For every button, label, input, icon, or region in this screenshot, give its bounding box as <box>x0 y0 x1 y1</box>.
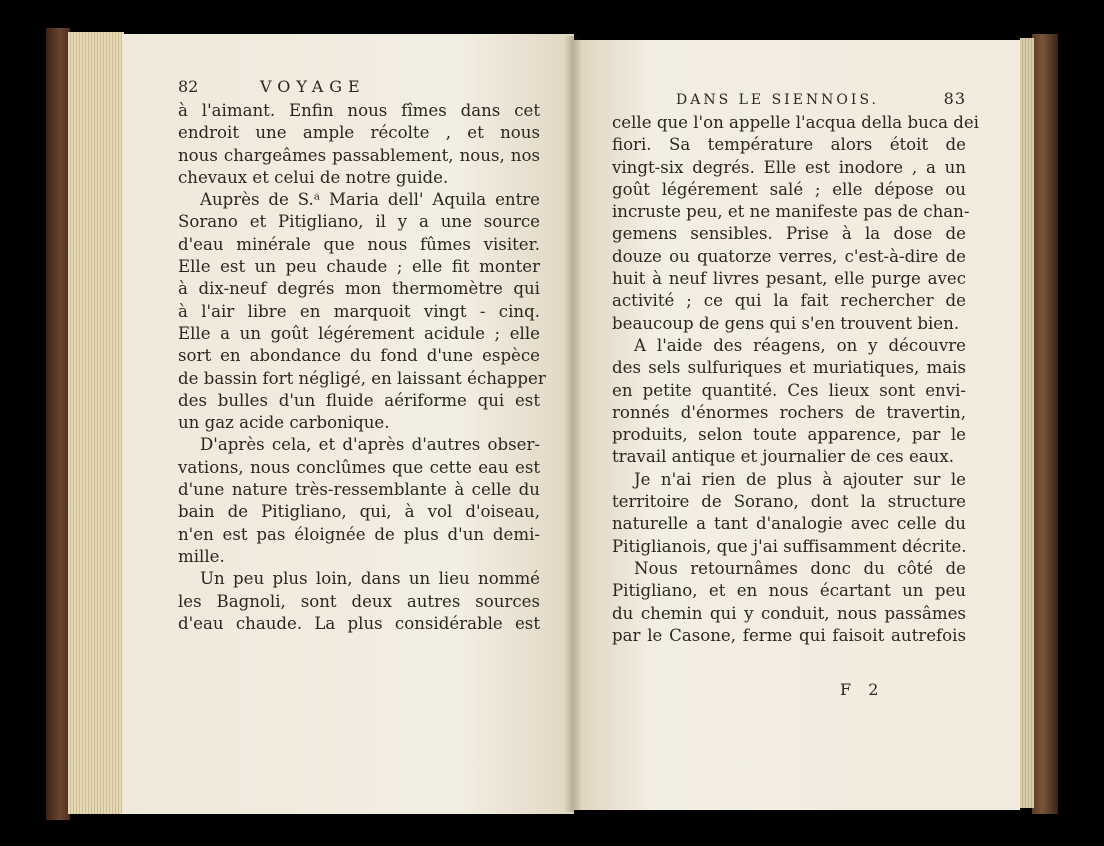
right-page-text <box>612 86 979 647</box>
text-line: territoire de Sorano, dont la structure <box>612 492 966 512</box>
text-line: gemens sensibles. Prise à la dose de <box>612 224 966 244</box>
text-line: sort en abondance du fond d'une espèce <box>178 346 540 366</box>
text-line: endroit une ample récolte , et nous <box>178 123 540 143</box>
text-line: D'après cela, et d'après d'autres obser- <box>200 435 540 455</box>
text-line: travail antique et journalier de ces eaux. <box>612 447 955 467</box>
text-line: beaucoup de gens qui s'en trouvent bien. <box>612 313 960 333</box>
text-line: n'en est pas éloignée de plus d'un demi- <box>178 524 540 544</box>
text-line: en petite quantité. Ces lieux sont envi- <box>612 380 966 400</box>
text-line: Elle est un peu chaude ; elle fit monter <box>178 257 540 277</box>
right-page-edges <box>1020 38 1034 808</box>
text-line: à l'aimant. Enfin nous fîmes dans cet <box>178 101 540 120</box>
right-page-number: 83 <box>943 89 966 108</box>
right-cover <box>1032 34 1058 814</box>
book-gutter <box>564 36 582 812</box>
text-line: Nous retournâmes donc du côté de <box>634 558 966 578</box>
text-line: Auprès de S.ᵃ Maria dell' Aquila entre <box>200 190 540 210</box>
text-line: incruste peu, et ne manifeste pas de chan- <box>612 202 970 222</box>
text-line: naturelle a tant d'analogie avec celle du <box>612 514 966 534</box>
text-line: chevaux et celui de notre guide. <box>178 167 449 187</box>
signature-mark: F 2 <box>840 680 885 699</box>
right-running-header <box>612 86 966 112</box>
text-line: vations, nous conclûmes que cette eau est <box>178 457 540 477</box>
text-line: d'eau chaude. La plus considérable est <box>178 613 540 633</box>
text-line: activité ; ce qui la fait rechercher de <box>612 291 966 311</box>
text-line: Un peu plus loin, dans un lieu nommé <box>200 569 540 589</box>
text-line: huit à neuf livres pesant, elle purge avec <box>612 269 966 289</box>
text-line: Pitigliano, et en nous écartant un peu <box>612 581 966 601</box>
text-line: nous chargeâmes passablement, nous, nos <box>178 145 540 165</box>
text-line: des sels sulfuriques et muriatiques, mais <box>612 358 966 378</box>
text-line: du chemin qui y conduit, nous passâmes <box>612 603 966 623</box>
left-cover <box>46 28 70 820</box>
text-line: Elle a un goût légérement acidule ; elle <box>178 323 540 343</box>
text-line: les Bagnoli, sont deux autres sources <box>178 591 540 611</box>
text-line: Je n'ai rien de plus à ajouter sur le <box>634 469 966 489</box>
left-running-header <box>178 74 540 100</box>
text-line: celle que l'on appelle l'acqua della buca dei <box>612 113 979 132</box>
left-running-title: VOYAGE <box>260 77 366 96</box>
text-line: par le Casone, ferme qui faisoit autrefois <box>612 625 966 645</box>
text-line: Pitiglianois, que j'ai suffisamment décrite. <box>612 536 967 556</box>
text-line: bain de Pitigliano, qui, à vol d'oiseau, <box>178 502 540 522</box>
left-page-number: 82 <box>178 77 199 96</box>
right-running-title: DANS LE SIENNOIS. <box>676 92 879 108</box>
text-line: d'une nature très-ressemblante à celle du <box>178 480 540 500</box>
text-line: d'eau minérale que nous fûmes visiter. <box>178 234 540 254</box>
text-line: à l'air libre en marquoit vingt - cinq. <box>178 301 540 321</box>
text-line: produits, selon toute apparence, par le <box>612 425 966 445</box>
text-line: à dix-neuf degrés mon thermomètre qui <box>178 279 540 299</box>
text-line: Sorano et Pitigliano, il y a une source <box>178 212 540 232</box>
text-line: vingt-six degrés. Elle est inodore , a un <box>612 157 966 177</box>
text-line: douze ou quatorze verres, c'est-à-dire de <box>612 246 966 266</box>
text-line: de bassin fort négligé, en laissant échapper <box>178 368 546 388</box>
text-line: mille. <box>178 546 225 566</box>
text-line: ronnés d'énormes rochers de travertin, <box>612 402 966 422</box>
text-line: un gaz acide carbonique. <box>178 413 390 433</box>
text-line: fiori. Sa température alors étoit de <box>612 135 966 155</box>
text-line: A l'aide des réagens, on y découvre <box>634 335 966 355</box>
left-page-text <box>178 74 546 635</box>
text-line: goût légérement salé ; elle dépose ou <box>612 179 966 199</box>
text-line: des bulles d'un fluide aériforme qui est <box>178 390 540 410</box>
left-page-edges <box>68 32 124 814</box>
